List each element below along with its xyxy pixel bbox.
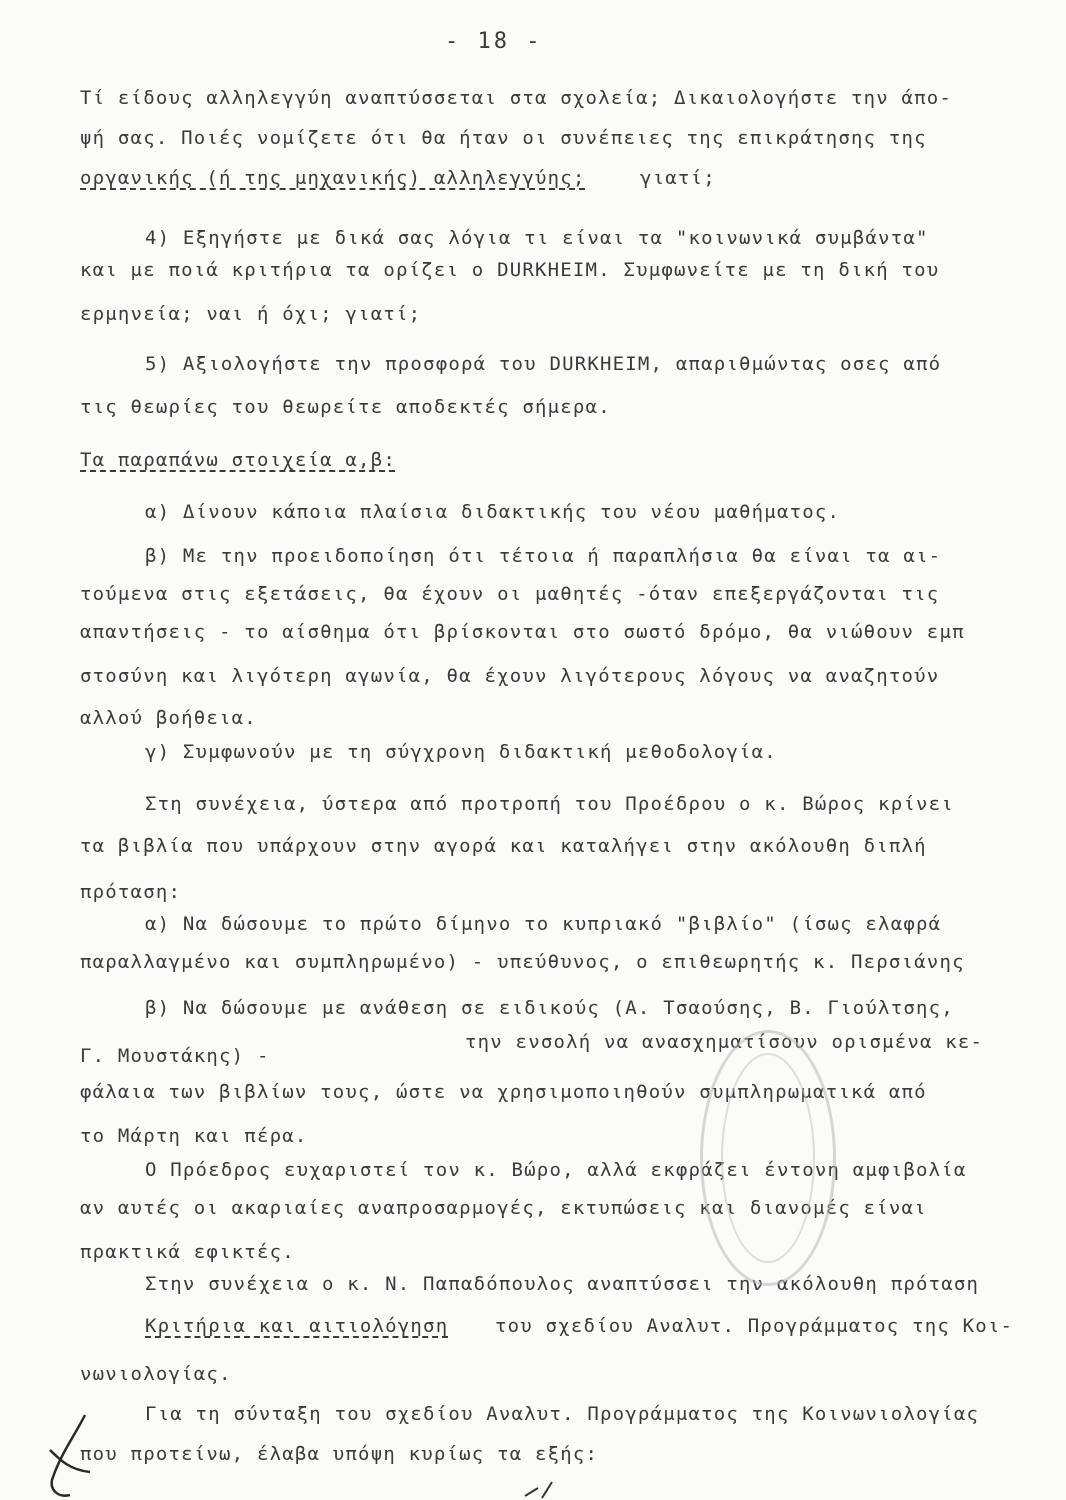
text-line: του σχεδίου Αναλυτ. Προγράμματος της Κοι-	[495, 1315, 1014, 1337]
text-line: Για τη σύνταξη του σχεδίου Αναλυτ. Προγράμματος της Κοινωνιολογίας	[145, 1403, 980, 1425]
text-line: αν αυτές οι ακαριαίες αναπροσαρμογές, εκτυπώσεις και διανομές είναι	[80, 1197, 927, 1219]
signature-mark	[30, 1410, 130, 1500]
text-line: Ο Πρόεδρος ευχαριστεί τον κ. Βώρο, αλλά εκφράζει έντονη αμφιβολία	[145, 1159, 967, 1181]
text-line: πρόταση:	[80, 881, 182, 903]
text-line: Στην συνέχεια ο κ. Ν. Παπαδόπουλος αναπτύσσει την ακόλουθη πρόταση	[145, 1273, 980, 1295]
text-line: την ενσολή να ανασχηματίσουν ορισμένα κε-	[465, 1031, 984, 1053]
text-line: τις θεωρίες του θεωρείτε αποδεκτές σήμερα.	[80, 396, 611, 418]
text-line: β) Με την προειδοποίηση ότι τέτοια ή παραπλήσια θα είναι τα αι-	[145, 545, 942, 567]
text-line: γ) Συμφωνούν με τη σύγχρονη διδακτική μεθοδολογία.	[145, 741, 777, 763]
text-line: Τί είδους αλληλεγγύη αναπτύσσεται στα σχολεία; Δικαιολογήστε την άπο-	[80, 87, 953, 109]
text-line: 5) Αξιολογήστε την προσφορά του DURKHEIM, απαριθμώντας οσες από	[145, 353, 942, 375]
text-line: και με ποιά κριτήρια τα ορίζει ο DURKHEIM. Συμφωνείτε με τη δική του	[80, 259, 940, 281]
text-line: που προτείνω, έλαβα υπόψη κυρίως τα εξής:	[80, 1443, 599, 1465]
underlined-text: Κριτήρια και αιτιολόγηση	[145, 1315, 449, 1337]
text-line: ερμηνεία; ναι ή όχι; γιατί;	[80, 303, 422, 325]
text-line: φάλαια των βιβλίων τους, ώστε να χρησιμοποιηθούν συμπληρωματικά από	[80, 1081, 927, 1103]
text-line: τούμενα στις εξετάσεις, θα έχουν οι μαθητές -όταν επεξεργάζονται τις	[80, 583, 940, 605]
text-line: πρακτικά εφικτές.	[80, 1241, 295, 1263]
text-line: τα βιβλία που υπάρχουν στην αγορά και καταλήγει στην ακόλουθη διπλή	[80, 835, 927, 857]
text-line: Γ. Μουστάκης) -	[80, 1045, 270, 1067]
text-line: β) Να δώσουμε με ανάθεση σε ειδικούς (Α. Τσαούσης, Β. Γιούλτσης,	[145, 997, 954, 1019]
section-heading: Τα παραπάνω στοιχεία α,β:	[80, 449, 396, 471]
text-line: 4) Εξηγήστε με δικά σας λόγια τι είναι τα "κοινωνικά συμβάντα"	[145, 227, 929, 249]
text-line: αλλού βοήθεια.	[80, 707, 257, 729]
text-line: παραλλαγμένο και συμπληρωμένο) - υπεύθυνος, ο επιθεωρητής κ. Περσιάνης	[80, 951, 965, 973]
text-line: ψή σας. Ποιές νομίζετε ότι θα ήταν οι συνέπειες της επικράτησης της	[80, 127, 927, 149]
text-line: α) Να δώσουμε το πρώτο δίμηνο το κυπριακό "βιβλίο" (ίσως ελαφρά	[145, 913, 942, 935]
text-line: απαντήσεις - το αίσθημα ότι βρίσκονται στο σωστό δρόμο, θα νιώθουν εμπ	[80, 621, 965, 643]
text-line: νωνιολογίας.	[80, 1363, 232, 1385]
archive-stamp	[700, 1030, 836, 1286]
text-line: Στη συνέχεια, ύστερα από προτροπή του Προέδρου ο κ. Βώρος κρίνει	[145, 793, 954, 815]
page-number: - 18 -	[445, 29, 543, 54]
text-line: το Μάρτη και πέρα.	[80, 1125, 308, 1147]
underlined-text: οργανικής (ή της μηχανικής) αλληλεγγύης;	[80, 167, 586, 189]
text-line: α) Δίνουν κάποια πλαίσια διδακτικής του νέου μαθήματος.	[145, 501, 841, 523]
handwritten-mark	[520, 1478, 560, 1500]
archive-stamp-ring	[721, 1053, 815, 1263]
text-line: γιατί;	[640, 167, 716, 189]
text-line: στοσύνη και λιγότερη αγωνία, θα έχουν λιγότερους λόγους να αναζητούν	[80, 665, 940, 687]
